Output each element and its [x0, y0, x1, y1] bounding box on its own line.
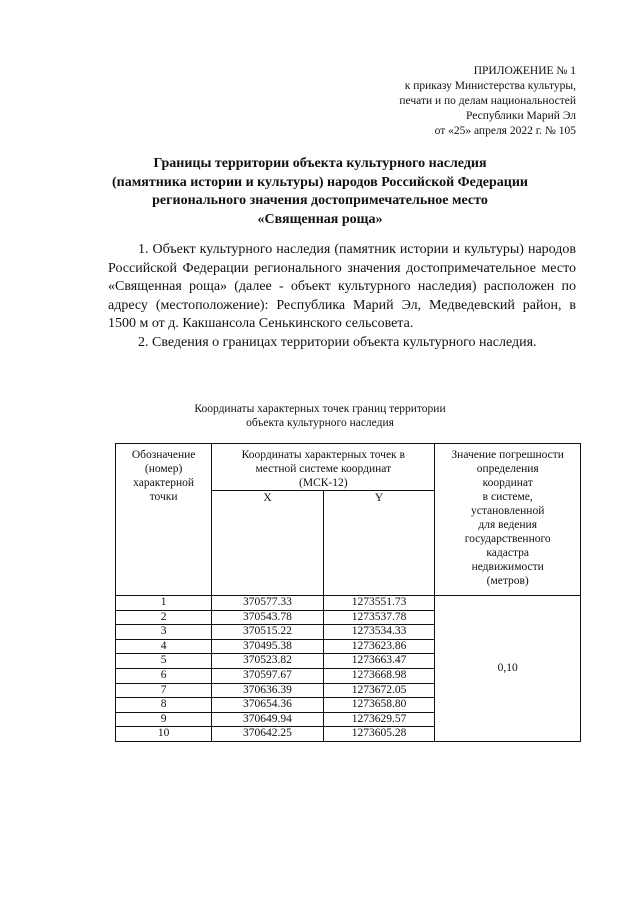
header-point-number: [116, 444, 212, 596]
coord-y: 1273658.80: [323, 698, 435, 713]
coord-x: 370642.25: [212, 727, 324, 742]
point-number: 5: [116, 654, 212, 669]
header-text: точки: [149, 491, 178, 503]
header-text: Координаты характерных точек в: [241, 449, 405, 461]
header-text: в системе,: [482, 491, 533, 503]
header-text: определения: [476, 463, 539, 475]
coord-x: 370495.38: [212, 639, 324, 654]
coord-y: 1273537.78: [323, 610, 435, 625]
point-number: 6: [116, 668, 212, 683]
document-title: [80, 155, 560, 229]
header-text: (метров): [486, 575, 529, 587]
paragraph-object-location: 1. Объект культурного наследия (памятник истории и культуры) народов Российской Федерации регионального значения достопримечательное место «Священная роща» (далее - объект культурного наследия) расположен по адресу (местоположение): Республика Марий Эл, Медведевский район, в 1500 м от д. Какшансола Сенькинского сельсовета.: [108, 242, 576, 331]
coord-x: 370654.36: [212, 698, 324, 713]
header-coordinates: [212, 444, 435, 491]
appendix-date-line: от «25» апреля 2022 г. № 105: [434, 125, 576, 137]
table-row: [116, 596, 581, 611]
coord-x: 370636.39: [212, 683, 324, 698]
point-number: 4: [116, 639, 212, 654]
paragraph-boundaries: 2. Сведения о границах территории объекта культурного наследия.: [138, 334, 537, 350]
caption-line: объекта культурного наследия: [246, 417, 394, 429]
appendix-order-line: к приказу Министерства культуры,: [404, 80, 576, 92]
coord-x: 370515.22: [212, 625, 324, 640]
appendix-title: ПРИЛОЖЕНИЕ № 1: [473, 65, 576, 77]
point-number: 9: [116, 712, 212, 727]
coord-x: 370543.78: [212, 610, 324, 625]
point-number: 1: [116, 596, 212, 611]
header-text: Значение погрешности: [451, 449, 564, 461]
header-text: установленной: [471, 505, 545, 517]
point-number: 10: [116, 727, 212, 742]
error-value: 0,10: [435, 596, 581, 742]
coord-y: 1273605.28: [323, 727, 435, 742]
header-y: Y: [323, 491, 435, 596]
coord-x: 370649.94: [212, 712, 324, 727]
title-line: регионального значения достопримечательное место: [152, 193, 488, 208]
coord-y: 1273672.05: [323, 683, 435, 698]
appendix-republic-line: Республики Марий Эл: [465, 110, 576, 122]
header-text: недвижимости: [471, 561, 544, 573]
caption-line: Координаты характерных точек границ территории: [194, 403, 446, 415]
coord-y: 1273629.57: [323, 712, 435, 727]
header-text: местной системе координат: [255, 463, 392, 475]
header-text: кадастра: [486, 547, 529, 559]
title-line: «Священная роща»: [257, 211, 383, 227]
point-number: 3: [116, 625, 212, 640]
header-text: Обозначение: [131, 449, 196, 461]
coord-y: 1273663.47: [323, 654, 435, 669]
point-number: 8: [116, 698, 212, 713]
header-error-value: [435, 444, 581, 596]
coord-y: 1273551.73: [323, 596, 435, 611]
table-header-row: [116, 444, 581, 491]
header-text: (номер): [144, 463, 183, 475]
coord-y: 1273534.33: [323, 625, 435, 640]
coordinates-table: [115, 443, 581, 742]
coord-x: 370523.82: [212, 654, 324, 669]
coord-x: 370577.33: [212, 596, 324, 611]
title-line: (памятника истории и культуры) народов Российской Федерации: [112, 174, 528, 190]
appendix-ministry-line: печати и по делам национальностей: [399, 95, 576, 107]
table-caption: [80, 402, 560, 430]
header-text: для ведения: [478, 519, 537, 531]
header-text: государственного: [464, 533, 551, 545]
point-number: 7: [116, 683, 212, 698]
point-number: 2: [116, 610, 212, 625]
coord-x: 370597.67: [212, 668, 324, 683]
title-line: Границы территории объекта культурного наследия: [153, 156, 487, 171]
appendix-header: [336, 64, 576, 139]
header-x: X: [212, 491, 324, 596]
header-text: координат: [482, 477, 533, 489]
document-body: [108, 241, 576, 352]
header-text: характерной: [133, 477, 195, 489]
coord-y: 1273623.86: [323, 639, 435, 654]
coord-y: 1273668.98: [323, 668, 435, 683]
header-text: (МСК-12): [299, 477, 348, 489]
